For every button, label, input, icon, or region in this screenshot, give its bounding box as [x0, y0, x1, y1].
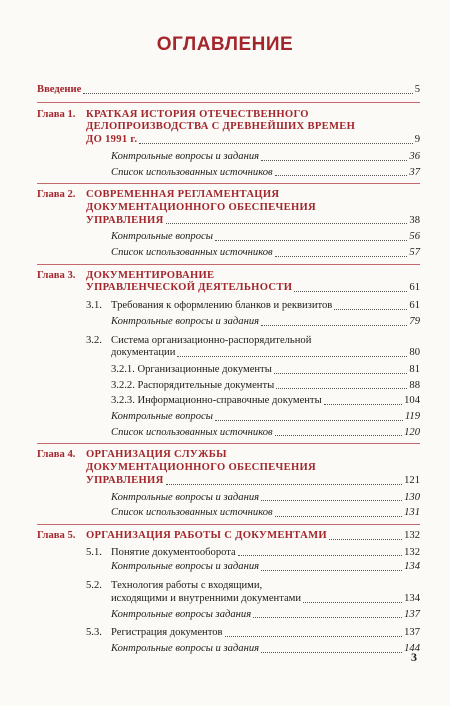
table-of-contents: Введение 5 Глава 1. КРАТКАЯ ИСТОРИЯ ОТЕЧЕСТВЕННОГО ДЕЛОПРОИЗВОДСТВА С ДРЕВНЕЙШИХ ВРЕМЕН ДО 1991 г. 9 Контрольные вопросы и задания 36 Список использованных источников 37 Глава 2. СОВРЕМЕННАЯ РЕГЛАМЕНТАЦИЯ ДОКУМЕНТАЦИОННОГО ОБЕСПЕЧЕНИЯ УПРАВЛЕНИЯ 38 Контрольные вопросы 56 Список использованных источников 57 Глава 3. ДОКУМЕНТИРОВАНИЕ УПРАВЛЕНЧЕСКОЙ ДЕЯТЕЛЬНОСТИ 61 3.1. Требования к оформлению бланков и реквизитов 61 Контрольные вопросы и задания 79 3.2. Система организационно-распорядительной документации 80 3.2.1. Организационные документы 81 3.2.2. Распорядительные документы 88 3.2.3. Информационно-справочные документы 104 Контрольные вопросы 119 Список использованных источников 120 Глава 4. ОРГАНИЗАЦИЯ СЛУЖБЫ ДОКУМЕНТАЦИОННОГО ОБЕСПЕЧЕНИЯ УПРАВЛЕНИЯ 121 Контрольные вопросы и задания 130 Список использованных источников 131 Глава 5. ОРГАНИЗАЦИЯ РАБОТЫ С ДОКУМЕНТАМИ 132 5.1. Понятие документооборота 132 Контрольные вопросы и задания 134 5.2. Технология работы с входящими, исходящими и внутренними документами 134 Контрольные вопросы задания 137 5.3. Регистрация документов 137 Контрольные вопросы и задания 144	[37, 84, 420, 654]
chapter-label: Глава 1.	[37, 108, 76, 120]
chapter-title-line: КРАТКАЯ ИСТОРИЯ ОТЕЧЕСТВЕННОГО	[86, 108, 309, 120]
chapter-title-line: ДЕЛОПРОИЗВОДСТВА С ДРЕВНЕЙШИХ ВРЕМЕН	[86, 121, 356, 133]
toc-section-3-1[interactable]: 3.1. Требования к оформлению бланков и реквизитов 61	[86, 300, 420, 312]
chapter-label: Глава 4.	[37, 449, 76, 461]
toc-chapter-2[interactable]: Глава 2. СОВРЕМЕННАЯ РЕГЛАМЕНТАЦИЯ	[37, 189, 280, 201]
toc-entry-questions[interactable]: Контрольные вопросы и задания 134	[111, 561, 420, 573]
toc-chapter-3[interactable]: Глава 3. ДОКУМЕНТИРОВАНИЕ	[37, 269, 215, 281]
toc-entry-questions[interactable]: Контрольные вопросы задания 137	[111, 608, 420, 620]
toc-entry-questions[interactable]: Контрольные вопросы и задания 36	[111, 150, 420, 162]
toc-entry-questions[interactable]: Контрольные вопросы и задания 130	[111, 491, 420, 503]
toc-section-3-2[interactable]: 3.2. Система организационно-распорядительной	[86, 334, 312, 346]
toc-entry-questions[interactable]: Контрольные вопросы и задания 79	[111, 315, 420, 327]
toc-subsection-3-2-2[interactable]: 3.2.2. Распорядительные документы 88	[111, 379, 420, 391]
toc-entry-label: Введение	[37, 84, 82, 95]
toc-entry-sources[interactable]: Список использованных источников 120	[111, 426, 420, 438]
toc-entry-sources[interactable]: Список использованных источников 37	[111, 166, 420, 178]
toc-chapter-1[interactable]	[37, 109, 420, 122]
toc-page: 38	[409, 214, 420, 226]
toc-section-5-1[interactable]: 5.1. Понятие документооборота 132	[86, 546, 420, 558]
chapter-label: Глава 2.	[37, 189, 76, 201]
toc-subsection-3-2-3[interactable]: 3.2.3. Информационно-справочные документы 104	[111, 395, 420, 407]
toc-subsection-3-2-1[interactable]: 3.2.1. Организационные документы 81	[111, 363, 420, 375]
toc-section-5-2[interactable]: 5.2. Технология работы с входящими,	[86, 580, 263, 592]
chapter-title-line: ДО 1991 г.	[86, 134, 138, 146]
page-number: 3	[411, 650, 417, 664]
toc-page: 5	[414, 84, 420, 95]
toc-entry-intro[interactable]	[37, 84, 420, 97]
chapter-label: Глава 3.	[37, 269, 76, 281]
toc-chapter-4[interactable]: Глава 4. ОРГАНИЗАЦИЯ СЛУЖБЫ	[37, 449, 227, 461]
toc-entry-questions[interactable]: Контрольные вопросы 56	[111, 231, 420, 243]
toc-section-5-3[interactable]: 5.3. Регистрация документов 137	[86, 627, 420, 639]
toc-page: 121	[404, 474, 420, 486]
chapter-label: Глава 5.	[37, 529, 76, 541]
toc-page: 61	[409, 282, 420, 294]
toc-page: 132	[404, 529, 420, 541]
toc-entry-questions[interactable]: Контрольные вопросы 119	[111, 411, 420, 423]
toc-page: 9	[414, 134, 420, 146]
toc-chapter-5[interactable]: Глава 5. ОРГАНИЗАЦИЯ РАБОТЫ С ДОКУМЕНТАМИ 132	[37, 529, 420, 541]
toc-entry-questions[interactable]: Контрольные вопросы и задания 144	[111, 642, 420, 654]
toc-entry-sources[interactable]: Список использованных источников 131	[111, 507, 420, 519]
toc-entry-sources[interactable]: Список использованных источников 57	[111, 247, 420, 259]
page-title: ОГЛАВЛЕНИЕ	[156, 34, 294, 55]
